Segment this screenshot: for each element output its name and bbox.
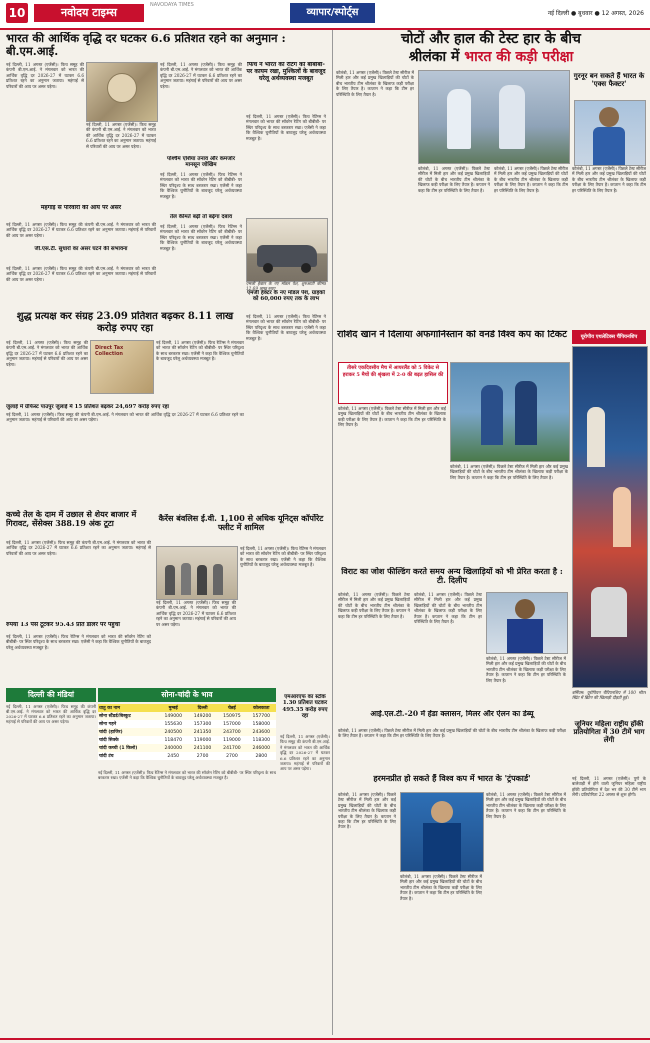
cricket-text-3: कोलंबो, 11 अगस्त (एजेंसी)। पिछले टेस्ट सीरीज में मिली हार और कई प्रमुख खिलाड़ियों की चोटों के बीच भारतीय टीम श्रीलंका के खिलाफ कड़ी परीक्षा के लिए तैयार है। कप्तान ने कहा कि टीम हर परिस्थिति के लिए तैयार है। [494,166,568,193]
tax-text: नई दिल्ली, 11 अगस्त (एजेंसी)। फिच समूह की कंपनी बी.एम.आई. ने मंगलवार को भारत की आर्थिक वृद्धि दर 2026-27 में घटकर 6.6 प्रतिशत रहने का अनुमान जताया। महंगाई से परिवारों की आय पर असर पड़ेगा। [6,340,88,367]
lead-story-body [6,62,84,202]
mrf-body [280,734,330,1034]
table-cell: 241350 [193,729,212,735]
rashid-sub: तीसरे एकदिवसीय मैच में आयरलैंड को 5 विकेट से हराकर 5 मैचों की श्रृंखला में 2-0 की बढ़त हासिल की [342,365,444,378]
table-cell: 157300 [193,721,212,727]
table-cell: 243600 [252,729,271,735]
mandi-list [6,704,96,1034]
bottom-rule [0,1038,650,1040]
bullion-col-delhi: दिल्ली [197,706,208,711]
table-cell: 241700 [223,745,241,751]
harmanpreet-text-2: कोलंबो, 11 अगस्त (एजेंसी)। पिछले टेस्ट सीरीज में मिली हार और कई प्रमुख खिलाड़ियों की चोटों के बीच भारतीय टीम श्रीलंका के खिलाफ कड़ी परीक्षा के लिए तैयार है। कप्तान ने कहा कि टीम हर परिस्थिति के लिए तैयार है। [400,874,482,901]
hockey-body [572,776,646,1034]
hockey-text: नई दिल्ली, 11 अगस्त (एजेंसी)। पुणे के बालेवाड़ी में होने वाली जूनियर महिला राष्ट्रीय हॉकी प्रतियोगिता में देश भर की 30 टीमें भाग लेंगी। प्रतियोगिता 22 अगस्त से शुरू होगी। [572,776,646,798]
rashid-headline: राशिद खान ने दिलाया अफगानिस्तान को वनडे विश्व कप का टिकट [337,330,567,340]
fitch-body [246,114,326,214]
kohli-text-3: कोलंबो, 11 अगस्त (एजेंसी)। पिछले टेस्ट सीरीज में मिली हार और कई प्रमुख खिलाड़ियों की चोटों के बीच भारतीय टीम श्रीलंका के खिलाफ कड़ी परीक्षा के लिए तैयार है। कप्तान ने कहा कि टीम हर परिस्थिति के लिए तैयार है। [486,656,566,683]
bullion-col-chennai: चेन्नई [228,706,236,711]
kohli-text-1: कोलंबो, 11 अगस्त (एजेंसी)। पिछले टेस्ट सीरीज में मिली हार और कई प्रमुख खिलाड़ियों की चोटों के बीच भारतीय टीम श्रीलंका के खिलाफ कड़ी परीक्षा के लिए तैयार है। कप्तान ने कहा कि टीम हर परिस्थिति के लिए तैयार है। [338,592,410,619]
oil-body [160,224,242,306]
rashid-text-2: कोलंबो, 11 अगस्त (एजेंसी)। पिछले टेस्ट सीरीज में मिली हार और कई प्रमुख खिलाड़ियों की चोटों के बीच भारतीय टीम श्रीलंका के खिलाफ कड़ी परीक्षा के लिए तैयार है। कप्तान ने कहा कि टीम हर परिस्थिति के लिए तैयार है। [450,464,568,480]
harmanpreet-text-3: कोलंबो, 11 अगस्त (एजेंसी)। पिछले टेस्ट सीरीज में मिली हार और कई प्रमुख खिलाड़ियों की चोटों के बीच भारतीय टीम श्रीलंका के खिलाफ कड़ी परीक्षा के लिए तैयार है। कप्तान ने कहा कि टीम हर परिस्थिति के लिए तैयार है। [486,792,566,819]
car-photo [246,218,328,282]
kohli-headline: विराट का जोश फील्डिंग करते समय अन्य खिलाड़ियों को भी प्रेरित करता है : टी. दिलीप [341,567,563,586]
bullion-title: सोना-चांदी के भाव [161,690,213,699]
cricket-banner-headline [336,30,646,66]
table-cell: चांदी टंच [99,754,114,759]
rashid-body-2 [450,464,568,556]
cricket-text-2: कोलंबो, 11 अगस्त (एजेंसी)। पिछले टेस्ट सीरीज में मिली हार और कई प्रमुख खिलाड़ियों की चोटों के बीच भारतीय टीम श्रीलंका के खिलाफ कड़ी परीक्षा के लिए तैयार है। कप्तान ने कहा कि टीम हर परिस्थिति के लिए तैयार है। [418,166,490,193]
rupee-body [6,634,151,670]
table-cell: 149200 [193,713,212,719]
bullion-col-kolkata: कोलकाता [253,706,270,711]
mrf-ticker: एमआरएफ का स्टॉक 1.30 प्रतिशत घटकर 495.35 करोड़ रुपए रहा [282,694,328,719]
tax-text-2: नई दिल्ली, 11 अगस्त (एजेंसी)। फिच रेटिंग्स ने मंगलवार को भारत की सॉवरेन रेटिंग को बीबीबी- पर स्थिर परिदृश्य के साथ बरकरार रखा। एजेंसी ने कहा कि वैश्विक चुनौतियों के बावजूद घरेलू अर्थव्यवस्था मजबूत है। [156,340,244,362]
fitch-headline: फिच ने भारत की रेटिंग को बीबीबी- पर कायम रखा, मुश्किलों के बावजूद घरेलू अर्थव्यवस्था मजबूत [246,62,326,82]
crude-text: नई दिल्ली, 11 अगस्त (एजेंसी)। फिच समूह की कंपनी बी.एम.आई. ने मंगलवार को भारत की आर्थिक वृद्धि दर 2026-27 में घटकर 6.6 प्रतिशत रहने का अनुमान जताया। महंगाई से परिवारों की आय पर असर पड़ेगा। [6,540,151,556]
tax-body [6,340,88,400]
table-cell: 243700 [223,729,241,735]
ilt20-text: कोलंबो, 11 अगस्त (एजेंसी)। पिछले टेस्ट सीरीज में मिली हार और कई प्रमुख खिलाड़ियों की चोटों के बीच भारतीय टीम श्रीलंका के खिलाफ कड़ी परीक्षा के लिए तैयार है। कप्तान ने कहा कि टीम हर परिस्थिति के लिए तैयार है। [338,728,566,739]
bullion-notes-text: नई दिल्ली, 11 अगस्त (एजेंसी)। फिच रेटिंग्स ने मंगलवार को भारत की सॉवरेन रेटिंग को बीबीबी- पर स्थिर परिदृश्य के साथ बरकरार रखा। एजेंसी ने कहा कि वैश्विक चुनौतियों के बावजूद घरेलू अर्थव्यवस्था मजबूत है। [98,770,276,780]
table-cell: 240000 [164,745,182,751]
header-bar [0,0,650,30]
table-cell: 241100 [193,745,212,751]
inflation-text: नई दिल्ली, 11 अगस्त (एजेंसी)। फिच समूह की कंपनी बी.एम.आई. ने मंगलवार को भारत की आर्थिक वृद्धि दर 2026-27 में घटकर 6.6 प्रतिशत रहने का अनुमान जताया। महंगाई से परिवारों की आय पर असर पड़ेगा। [6,222,156,238]
kohli-photo [486,592,568,654]
harmanpreet-body-3 [486,792,566,1034]
sub-inflation: महंगाई से परिवारों की आय पर असर [40,205,122,211]
table-row [98,744,276,752]
cricket-text-1: कोलंबो, 11 अगस्त (एजेंसी)। पिछले टेस्ट सीरीज में मिली हार और कई प्रमुख खिलाड़ियों की चोटों के बीच भारतीय टीम श्रीलंका के खिलाफ कड़ी परीक्षा के लिए तैयार है। कप्तान ने कहा कि टीम हर परिस्थिति के लिए तैयार है। [336,70,414,97]
ilt20-headline: आई.एल.टी.-20 में हेंडा क्लासन, मिलर और ऐलन का डेब्यू [370,710,534,718]
table-row [98,736,276,744]
paper-logo: नवोदय टाइम्स [34,4,144,22]
west-asia-body [160,172,242,212]
athletics-title: यूरोपीय एथलेटिक्स चैंपियनशिप [580,334,638,340]
table-cell: 2800 [255,753,268,759]
bullion-title-bar [98,688,276,702]
table-cell: 157700 [252,713,271,719]
lead-continuation [160,62,242,152]
mandi-title: दिल्ली की मंडियां [28,690,74,699]
tax-body-2 [156,340,244,400]
harmanpreet-text-1: कोलंबो, 11 अगस्त (एजेंसी)। पिछले टेस्ट सीरीज में मिली हार और कई प्रमुख खिलाड़ियों की चोटों के बीच भारतीय टीम श्रीलंका के खिलाफ कड़ी परीक्षा के लिए तैयार है। कप्तान ने कहा कि टीम हर परिस्थिति के लिए तैयार है। [338,792,396,830]
table-cell: 246000 [252,745,271,751]
tax-photo-caption: Direct Tax Collection [95,345,124,357]
kohli-body-2 [414,592,482,702]
cricket-photo [418,70,570,164]
table-cell: 2700 [196,753,209,759]
table-cell: सोना गहने [99,722,117,727]
hockey-headline: जूनियर महिला राष्ट्रीय हॉकी प्रतियोगिता में 30 टीमें भाग लेंगी [573,720,645,745]
table-row [98,720,276,728]
gurnoor-body [572,166,646,316]
rashid-photo [450,362,570,462]
table-cell: 119000 [223,737,241,743]
table-cell: 150975 [223,713,241,719]
cricket-body-2 [418,166,490,316]
athletics-title-bar [572,330,646,344]
page-number: 10 [6,3,28,23]
gurnoor-photo [574,100,646,166]
lead-headline: भारत की आर्थिक वृद्धि दर घटकर 6.6 प्रतिशत रहने का अनुमान : बी.एम.आई. [6,32,286,59]
table-cell: 157000 [223,721,241,727]
crude-body [6,540,151,618]
gst-text: नई दिल्ली, 11 अगस्त (एजेंसी)। फिच समूह की कंपनी बी.एम.आई. ने मंगलवार को भारत की आर्थिक वृद्धि दर 2026-27 में घटकर 6.6 प्रतिशत रहने का अनुमान जताया। महंगाई से परिवारों की आय पर असर पड़ेगा। [6,266,156,282]
rashid-sub-box [338,362,448,404]
column-divider [332,30,333,1035]
crude-headline-text: कच्चे तेल के दाम में उछाल से शेयर बाजार में गिरावट, सेंसेक्स 388.19 अंक टूटा [6,510,137,529]
car-headline: एमजी हेक्टर के नए मॉडल पेश, ग्राहकों को 60,000 रुपए तक के लाभ [247,290,325,303]
rashid-body [338,406,446,556]
ev-photo [156,546,238,600]
section-tag: व्यापार/स्पोर्ट्स [290,3,375,23]
car-caption: एमजी हेक्टर के नए मॉडल पेश, शुरुआती कीमत 12.69 लाख रुपए [246,281,326,291]
crude-headline [6,510,151,528]
table-row [98,712,276,720]
oil-text: नई दिल्ली, 11 अगस्त (एजेंसी)। फिच रेटिंग्स ने मंगलवार को भारत की सॉवरेन रेटिंग को बीबीबी- पर स्थिर परिदृश्य के साथ बरकरार रखा। एजेंसी ने कहा कि वैश्विक चुनौतियों के बावजूद घरेलू अर्थव्यवस्था मजबूत है। [160,224,242,251]
table-row [98,728,276,736]
ev-body-2 [156,600,236,670]
banner-line-2 [336,48,646,66]
inflation-body [6,222,156,244]
gurnoor-text: कोलंबो, 11 अगस्त (एजेंसी)। पिछले टेस्ट सीरीज में मिली हार और कई प्रमुख खिलाड़ियों की चोटों के बीच भारतीय टीम श्रीलंका के खिलाफ कड़ी परीक्षा के लिए तैयार है। कप्तान ने कहा कि टीम हर परिस्थिति के लिए तैयार है। [572,166,646,193]
paper-small-name: NAVODAYA TIMES [150,2,194,8]
ev-text-2: नई दिल्ली, 11 अगस्त (एजेंसी)। फिच समूह की कंपनी बी.एम.आई. ने मंगलवार को भारत की आर्थिक वृद्धि दर 2026-27 में घटकर 6.6 प्रतिशत रहने का अनुमान जताया। महंगाई से परिवारों की आय पर असर पड़ेगा। [156,600,236,627]
table-cell: 149000 [164,713,182,719]
table-cell: सोना स्टैंडर्ड/बिस्कुट [99,714,131,719]
car-text: नई दिल्ली, 11 अगस्त (एजेंसी)। फिच रेटिंग्स ने मंगलवार को भारत की सॉवरेन रेटिंग को बीबीबी- पर स्थिर परिदृश्य के साथ बरकरार रखा। एजेंसी ने कहा कि वैश्विक चुनौतियों के बावजूद घरेलू अर्थव्यवस्था मजबूत है। [246,314,326,341]
fitch-text: नई दिल्ली, 11 अगस्त (एजेंसी)। फिच रेटिंग्स ने मंगलवार को भारत की सॉवरेन रेटिंग को बीबीबी- पर स्थिर परिदृश्य के साथ बरकरार रखा। एजेंसी ने कहा कि वैश्विक चुनौतियों के बावजूद घरेलू अर्थव्यवस्था मजबूत है। [246,114,326,141]
table-cell: 118470 [164,737,182,743]
rupee-headline: रुपया 13 पैसे टूटकर 95.43 प्रति डॉलर पर पहुंचा [6,622,120,628]
kohli-body-1 [338,592,410,702]
tax-sub-body [6,412,244,506]
harmanpreet-headline: हरमनप्रीत हो सकते हैं विश्व कप में भारत के 'ट्रंपकार्ड' [373,774,531,783]
table-cell: 2450 [167,753,180,759]
kohli-text-2: कोलंबो, 11 अगस्त (एजेंसी)। पिछले टेस्ट सीरीज में मिली हार और कई प्रमुख खिलाड़ियों की चोटों के बीच भारतीय टीम श्रीलंका के खिलाफ कड़ी परीक्षा के लिए तैयार है। कप्तान ने कहा कि टीम हर परिस्थिति के लिए तैयार है। [414,592,482,625]
ev-headline: कैरेंस बंवलिस ई.वी. 1,100 से अधिक यूनिट्स कॉर्पोरेट फ्लीट में शामिल [158,514,324,533]
west-asia-headline: पश्चिम एशिया तनाव और कमजोर मानसून जोखिम [167,156,235,169]
kohli-body-3 [486,656,566,702]
bullion-col-metal: धातु का नाम [99,706,121,711]
lead-story-text: नई दिल्ली, 11 अगस्त (एजेंसी)। फिच समूह की कंपनी बी.एम.आई. ने मंगलवार को भारत की आर्थिक वृद्धि दर 2026-27 में घटकर 6.6 प्रतिशत रहने का अनुमान जताया। महंगाई से परिवारों की आय पर असर पड़ेगा। [6,62,84,89]
table-cell: चांदी कच्ची (1 किलो) [99,746,138,751]
athletics-photo [572,346,648,688]
ev-text: नई दिल्ली, 11 अगस्त (एजेंसी)। फिच रेटिंग्स ने मंगलवार को भारत की सॉवरेन रेटिंग को बीबीबी- पर स्थिर परिदृश्य के साथ बरकरार रखा। एजेंसी ने कहा कि वैश्विक चुनौतियों के बावजूद घरेलू अर्थव्यवस्था मजबूत है। [240,546,326,568]
banner-line-2a: श्रीलंका में [408,49,465,65]
car-body [246,314,326,506]
bullion-table [98,704,276,760]
mandi-title-bar [6,688,96,702]
tax-photo [90,340,154,394]
rashid-text: कोलंबो, 11 अगस्त (एजेंसी)। पिछले टेस्ट सीरीज में मिली हार और कई प्रमुख खिलाड़ियों की चोटों के बीच भारतीय टीम श्रीलंका के खिलाफ कड़ी परीक्षा के लिए तैयार है। कप्तान ने कहा कि टीम हर परिस्थिति के लिए तैयार है। [338,406,446,428]
ilt20-body [338,728,566,768]
table-row [98,752,276,760]
ev-body [240,546,326,670]
athletics-caption: बर्मिंघम: यूरोपियन चैंपियनशिप में 100 मीटर स्प्रिंट में ब्रिटेन की खिलाड़ी दौड़ती हुई। [572,690,646,701]
table-cell: 240500 [164,729,182,735]
bullion-col-mumbai: मुम्बई [168,706,178,711]
table-cell: 118300 [252,737,271,743]
table-cell: 119000 [193,737,212,743]
table-cell: 2700 [226,753,238,759]
lead-story-text-2: नई दिल्ली, 11 अगस्त (एजेंसी)। फिच समूह की कंपनी बी.एम.आई. ने मंगलवार को भारत की आर्थिक वृद्धि दर 2026-27 में घटकर 6.6 प्रतिशत रहने का अनुमान जताया। महंगाई से परिवारों की आय पर असर पड़ेगा। [86,122,156,149]
harmanpreet-photo [400,792,484,872]
tax-subheadline: जुलाई में ग्रीफेस्ट पाउपुर जुलाई में 15 प्रतिशत बढ़कर 24,697 करोड़ रुपए रहा [6,404,169,410]
mrf-text: नई दिल्ली, 11 अगस्त (एजेंसी)। फिच समूह की कंपनी बी.एम.आई. ने मंगलवार को भारत की आर्थिक वृद्धि दर 2026-27 में घटकर 6.6 प्रतिशत रहने का अनुमान जताया। महंगाई से परिवारों की आय पर असर पड़ेगा। [280,734,330,772]
table-cell: चांदी (हाजिर) [99,730,123,735]
gst-body [6,266,156,306]
west-asia-text: नई दिल्ली, 11 अगस्त (एजेंसी)। फिच रेटिंग्स ने मंगलवार को भारत की सॉवरेन रेटिंग को बीबीबी- पर स्थिर परिदृश्य के साथ बरकरार रखा। एजेंसी ने कहा कि वैश्विक चुनौतियों के बावजूद घरेलू अर्थव्यवस्था मजबूत है। [160,172,242,199]
oil-headline: तेल कीमतें बढ़ी तो बढ़ेगा दबाव [169,214,233,220]
gurnoor-headline: गुरनूर बन सकते हैं भारत के 'एक्स फैक्टर' [573,72,645,89]
tax-sub-text: नई दिल्ली, 11 अगस्त (एजेंसी)। फिच समूह की कंपनी बी.एम.आई. ने मंगलवार को भारत की आर्थिक वृद्धि दर 2026-27 में घटकर 6.6 प्रतिशत रहने का अनुमान जताया। महंगाई से परिवारों की आय पर असर पड़ेगा। [6,412,244,423]
harmanpreet-body-2 [400,874,482,1034]
mandi-list-text: नई दिल्ली, 11 अगस्त (एजेंसी)। फिच समूह की कंपनी बी.एम.आई. ने मंगलवार को भारत की आर्थिक वृद्धि दर 2026-27 में घटकर 6.6 प्रतिशत रहने का अनुमान जताया। महंगाई से परिवारों की आय पर असर पड़ेगा। [6,704,96,724]
table-cell: 158000 [252,721,271,727]
banner-line-1: चोटों और हाल की टेस्ट हार के बीच [401,31,581,47]
dateline: नई दिल्ली ● बुधवार ● 12 अगस्त, 2026 [547,10,644,17]
lead-story-body-2 [86,122,156,202]
table-cell: चांदी सिक्के [99,738,119,743]
rupee-text: नई दिल्ली, 11 अगस्त (एजेंसी)। फिच रेटिंग्स ने मंगलवार को भारत की सॉवरेन रेटिंग को बीबीबी- पर स्थिर परिदृश्य के साथ बरकरार रखा। एजेंसी ने कहा कि वैश्विक चुनौतियों के बावजूद घरेलू अर्थव्यवस्था मजबूत है। [6,634,151,650]
tax-headline: शुद्ध प्रत्यक्ष कर संग्रह 23.09 प्रतिशत बढ़कर 8.11 लाख करोड़ रुपए रहा [16,311,234,334]
lead-story-photo [86,62,158,122]
sub-gst: जी.एस.टी. सुधारों का असर घटने की संभावना [34,246,128,252]
cricket-body-1 [336,70,414,300]
cricket-body-3 [494,166,568,316]
lead-continuation-text: नई दिल्ली, 11 अगस्त (एजेंसी)। फिच समूह की कंपनी बी.एम.आई. ने मंगलवार को भारत की आर्थिक वृद्धि दर 2026-27 में घटकर 6.6 प्रतिशत रहने का अनुमान जताया। महंगाई से परिवारों की आय पर असर पड़ेगा। [160,62,242,89]
harmanpreet-body-1 [338,792,396,1034]
banner-line-2b: भारत की कड़ी परीक्षा [464,49,574,65]
bullion-notes [98,770,276,1034]
table-cell: 155630 [164,721,182,727]
